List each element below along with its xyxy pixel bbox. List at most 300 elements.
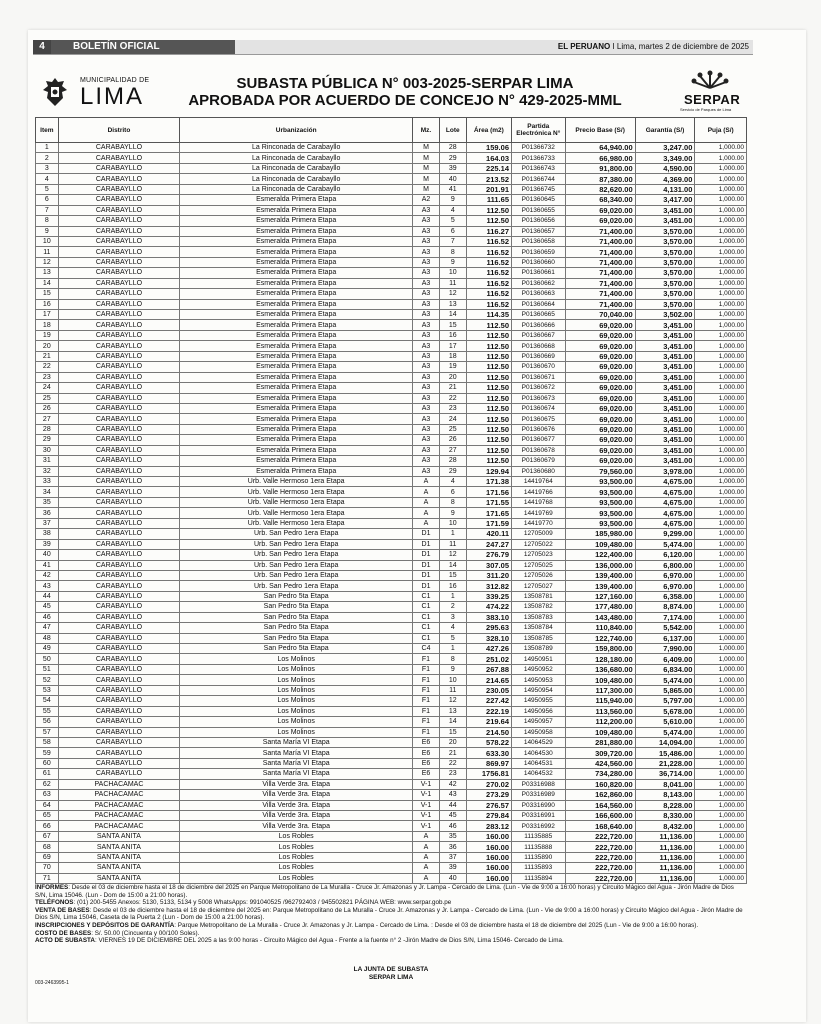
cell-lote: 36: [439, 842, 466, 852]
cell-mz: F1: [413, 675, 440, 685]
lima-crest-icon: [40, 76, 70, 108]
cell-urbanizacion: Los Robles: [180, 831, 413, 841]
cell-urbanizacion: Esmeralda Primera Etapa: [180, 278, 413, 288]
cell-precio-base: 82,620.00: [565, 184, 635, 194]
table-row: [36, 769, 747, 779]
cell-item: 5: [36, 184, 59, 194]
cell-urbanizacion: Urb. Valle Hermoso 1era Etapa: [180, 477, 413, 487]
cell-mz: M: [413, 163, 440, 173]
cell-garantia: 5,865.00: [635, 685, 695, 695]
cell-area: 273.29: [466, 790, 511, 800]
cell-puja: 1,000.00: [695, 623, 747, 633]
table-row: [36, 216, 747, 226]
table-row: [36, 790, 747, 800]
cell-mz: A3: [413, 216, 440, 226]
cell-area: 578.22: [466, 737, 511, 747]
cell-lote: 46: [439, 821, 466, 831]
table-row: [36, 518, 747, 528]
cell-partida: 13508785: [512, 633, 566, 643]
cell-mz: F1: [413, 664, 440, 674]
cell-distrito: CARABAYLLO: [58, 351, 180, 361]
cell-area: 311.20: [466, 570, 511, 580]
cell-puja: 1,000.00: [695, 790, 747, 800]
cell-puja: 1,000.00: [695, 226, 747, 236]
cell-distrito: CARABAYLLO: [58, 247, 180, 257]
cell-partida: P01360664: [512, 299, 566, 309]
cell-precio-base: 71,400.00: [565, 247, 635, 257]
cell-mz: F1: [413, 706, 440, 716]
cell-lote: 6: [439, 226, 466, 236]
cell-lote: 22: [439, 758, 466, 768]
cell-garantia: 3,978.00: [635, 466, 695, 476]
cell-item: 56: [36, 717, 59, 727]
cell-puja: 1,000.00: [695, 143, 747, 153]
cell-area: 112.50: [466, 362, 511, 372]
cell-lote: 37: [439, 852, 466, 862]
cell-precio-base: 69,020.00: [565, 456, 635, 466]
cell-urbanizacion: San Pedro 5ta Etapa: [180, 591, 413, 601]
table-row: [36, 560, 747, 570]
cell-distrito: CARABAYLLO: [58, 278, 180, 288]
note-text: : S/. 50.00 (Cincuenta y 00/100 Soles).: [91, 929, 200, 937]
cell-urbanizacion: Los Molinos: [180, 664, 413, 674]
cell-urbanizacion: Urb. Valle Hermoso 1era Etapa: [180, 518, 413, 528]
cell-area: 171.59: [466, 518, 511, 528]
cell-puja: 1,000.00: [695, 717, 747, 727]
cell-distrito: CARABAYLLO: [58, 602, 180, 612]
cell-urbanizacion: Los Molinos: [180, 675, 413, 685]
cell-precio-base: 117,300.00: [565, 685, 635, 695]
cell-urbanizacion: Urb. Valle Hermoso 1era Etapa: [180, 497, 413, 507]
cell-item: 24: [36, 383, 59, 393]
cell-urbanizacion: Esmeralda Primera Etapa: [180, 424, 413, 434]
cell-item: 19: [36, 330, 59, 340]
cell-puja: 1,000.00: [695, 216, 747, 226]
cell-lote: 10: [439, 675, 466, 685]
cell-precio-base: 79,560.00: [565, 466, 635, 476]
table-row: [36, 602, 747, 612]
cell-mz: A3: [413, 424, 440, 434]
cell-precio-base: 87,380.00: [565, 174, 635, 184]
cell-distrito: PACHACAMAC: [58, 779, 180, 789]
cell-urbanizacion: Esmeralda Primera Etapa: [180, 236, 413, 246]
col-header-partida: Partida Electrónica N°: [512, 118, 566, 143]
cell-puja: 1,000.00: [695, 863, 747, 873]
cell-distrito: CARABAYLLO: [58, 539, 180, 549]
cell-urbanizacion: Esmeralda Primera Etapa: [180, 195, 413, 205]
cell-distrito: CARABAYLLO: [58, 717, 180, 727]
cell-area: 276.79: [466, 550, 511, 560]
cell-garantia: 3,451.00: [635, 383, 695, 393]
cell-precio-base: 71,400.00: [565, 278, 635, 288]
cell-garantia: 5,678.00: [635, 706, 695, 716]
cell-area: 116.52: [466, 268, 511, 278]
cell-partida: P01360659: [512, 247, 566, 257]
cell-item: 25: [36, 393, 59, 403]
cell-precio-base: 115,940.00: [565, 696, 635, 706]
cell-urbanizacion: Santa María VI Etapa: [180, 769, 413, 779]
cell-lote: 14: [439, 310, 466, 320]
table-row: [36, 435, 747, 445]
cell-lote: 15: [439, 320, 466, 330]
cell-mz: A3: [413, 257, 440, 267]
cell-lote: 2: [439, 602, 466, 612]
cell-mz: F1: [413, 685, 440, 695]
cell-distrito: SANTA ANITA: [58, 852, 180, 862]
cell-item: 27: [36, 414, 59, 424]
cell-lote: 14: [439, 560, 466, 570]
cell-lote: 21: [439, 748, 466, 758]
cell-item: 70: [36, 863, 59, 873]
table-row: [36, 737, 747, 747]
cell-distrito: CARABAYLLO: [58, 299, 180, 309]
cell-partida: 11135888: [512, 842, 566, 852]
col-header-item: Item: [36, 118, 59, 143]
cell-partida: P01360658: [512, 236, 566, 246]
table-row: [36, 341, 747, 351]
cell-mz: A3: [413, 372, 440, 382]
cell-urbanizacion: La Rinconada de Carabayllo: [180, 153, 413, 163]
cell-lote: 43: [439, 790, 466, 800]
cell-lote: 7: [439, 236, 466, 246]
cell-urbanizacion: Esmeralda Primera Etapa: [180, 393, 413, 403]
cell-item: 22: [36, 362, 59, 372]
cell-garantia: 3,451.00: [635, 362, 695, 372]
table-row: [36, 800, 747, 810]
cell-lote: 6: [439, 487, 466, 497]
cell-puja: 1,000.00: [695, 664, 747, 674]
cell-precio-base: 69,020.00: [565, 362, 635, 372]
cell-area: 112.50: [466, 205, 511, 215]
cell-mz: A3: [413, 435, 440, 445]
cell-mz: D1: [413, 570, 440, 580]
note-acto: [35, 937, 747, 945]
cell-precio-base: 162,860.00: [565, 790, 635, 800]
cell-urbanizacion: San Pedro 5ta Etapa: [180, 623, 413, 633]
cell-partida: P01360678: [512, 445, 566, 455]
cell-puja: 1,000.00: [695, 205, 747, 215]
cell-puja: 1,000.00: [695, 873, 747, 883]
cell-garantia: 4,675.00: [635, 508, 695, 518]
cell-item: 23: [36, 372, 59, 382]
cell-item: 31: [36, 456, 59, 466]
note-label: INFORMES: [35, 884, 69, 891]
cell-lote: 10: [439, 518, 466, 528]
cell-area: 112.50: [466, 372, 511, 382]
cell-item: 44: [36, 591, 59, 601]
col-header-distrito: Distrito: [58, 118, 180, 143]
cell-area: 116.52: [466, 278, 511, 288]
cell-partida: 11135894: [512, 873, 566, 883]
cell-mz: A: [413, 518, 440, 528]
cell-urbanizacion: Santa María VI Etapa: [180, 748, 413, 758]
cell-mz: E6: [413, 758, 440, 768]
cell-distrito: CARABAYLLO: [58, 163, 180, 173]
cell-lote: 23: [439, 769, 466, 779]
cell-precio-base: 71,400.00: [565, 226, 635, 236]
cell-mz: A3: [413, 362, 440, 372]
table-row: [36, 758, 747, 768]
cell-mz: F1: [413, 696, 440, 706]
cell-urbanizacion: Esmeralda Primera Etapa: [180, 205, 413, 215]
table-row: [36, 403, 747, 413]
table-row: [36, 456, 747, 466]
serpar-logo: [676, 68, 746, 114]
cell-precio-base: 127,160.00: [565, 591, 635, 601]
cell-area: 116.52: [466, 299, 511, 309]
col-header-urbanizacion: Urbanización: [180, 118, 413, 143]
table-row: [36, 873, 747, 883]
cell-lote: 39: [439, 863, 466, 873]
cell-precio-base: 139,400.00: [565, 581, 635, 591]
cell-lote: 5: [439, 216, 466, 226]
cell-distrito: CARABAYLLO: [58, 591, 180, 601]
cell-precio-base: 424,560.00: [565, 758, 635, 768]
cell-puja: 1,000.00: [695, 560, 747, 570]
cell-urbanizacion: Esmeralda Primera Etapa: [180, 372, 413, 382]
cell-mz: V-1: [413, 779, 440, 789]
note-venta-bases: [35, 907, 747, 922]
cell-lote: 17: [439, 341, 466, 351]
cell-puja: 1,000.00: [695, 362, 747, 372]
cell-urbanizacion: Los Molinos: [180, 706, 413, 716]
cell-garantia: 11,136.00: [635, 873, 695, 883]
cell-area: 116.52: [466, 257, 511, 267]
cell-precio-base: 177,480.00: [565, 602, 635, 612]
cell-mz: A3: [413, 383, 440, 393]
cell-partida: 14950954: [512, 685, 566, 695]
cell-mz: A3: [413, 289, 440, 299]
table-row: [36, 143, 747, 153]
cell-precio-base: 128,180.00: [565, 654, 635, 664]
cell-urbanizacion: Esmeralda Primera Etapa: [180, 351, 413, 361]
cell-precio-base: 136,680.00: [565, 664, 635, 674]
table-row: [36, 351, 747, 361]
cell-precio-base: 64,940.00: [565, 143, 635, 153]
cell-mz: V-1: [413, 790, 440, 800]
cell-item: 68: [36, 842, 59, 852]
cell-mz: A3: [413, 205, 440, 215]
cell-mz: A: [413, 852, 440, 862]
cell-lote: 40: [439, 873, 466, 883]
cell-lote: 41: [439, 184, 466, 194]
table-row: [36, 779, 747, 789]
cell-distrito: CARABAYLLO: [58, 268, 180, 278]
cell-puja: 1,000.00: [695, 403, 747, 413]
cell-item: 20: [36, 341, 59, 351]
cell-precio-base: 69,020.00: [565, 351, 635, 361]
cell-partida: 12705026: [512, 570, 566, 580]
cell-puja: 1,000.00: [695, 654, 747, 664]
cell-garantia: 3,417.00: [635, 195, 695, 205]
cell-mz: A3: [413, 403, 440, 413]
cell-partida: P01360679: [512, 456, 566, 466]
cell-puja: 1,000.00: [695, 769, 747, 779]
cell-distrito: CARABAYLLO: [58, 758, 180, 768]
cell-distrito: CARABAYLLO: [58, 310, 180, 320]
cell-item: 4: [36, 174, 59, 184]
cell-item: 33: [36, 477, 59, 487]
cell-item: 11: [36, 247, 59, 257]
cell-item: 12: [36, 257, 59, 267]
cell-lote: 27: [439, 445, 466, 455]
cell-item: 53: [36, 685, 59, 695]
cell-item: 71: [36, 873, 59, 883]
cell-area: 427.26: [466, 644, 511, 654]
cell-precio-base: 69,020.00: [565, 341, 635, 351]
cell-precio-base: 69,020.00: [565, 383, 635, 393]
cell-distrito: PACHACAMAC: [58, 811, 180, 821]
cell-partida: 12705025: [512, 560, 566, 570]
serpar-leaves-icon: [690, 68, 730, 90]
cell-item: 65: [36, 811, 59, 821]
table-row: [36, 529, 747, 539]
cell-distrito: SANTA ANITA: [58, 831, 180, 841]
table-row: [36, 623, 747, 633]
cell-puja: 1,000.00: [695, 570, 747, 580]
cell-garantia: 5,474.00: [635, 727, 695, 737]
table-row: [36, 372, 747, 382]
cell-lote: 28: [439, 456, 466, 466]
cell-puja: 1,000.00: [695, 550, 747, 560]
cell-item: 38: [36, 529, 59, 539]
table-row: [36, 205, 747, 215]
cell-precio-base: 143,480.00: [565, 612, 635, 622]
cell-garantia: 4,590.00: [635, 163, 695, 173]
cell-partida: 12705027: [512, 581, 566, 591]
cell-mz: A2: [413, 195, 440, 205]
cell-item: 62: [36, 779, 59, 789]
cell-precio-base: 160,820.00: [565, 779, 635, 789]
note-text: : (01) 200-5455 Anexos: 5130, 5133, 5134 y 5008 WhatsApps: 991040525 /962792403 / 945502821 PÁGINA WEB: www.serpar.gob.pe: [73, 899, 452, 907]
cell-item: 58: [36, 737, 59, 747]
cell-partida: 14064531: [512, 758, 566, 768]
cell-precio-base: 66,980.00: [565, 153, 635, 163]
cell-distrito: CARABAYLLO: [58, 205, 180, 215]
cell-precio-base: 70,040.00: [565, 310, 635, 320]
cell-distrito: CARABAYLLO: [58, 435, 180, 445]
cell-distrito: CARABAYLLO: [58, 257, 180, 267]
cell-mz: A3: [413, 299, 440, 309]
cell-puja: 1,000.00: [695, 278, 747, 288]
cell-partida: P03316992: [512, 821, 566, 831]
cell-garantia: 9,299.00: [635, 529, 695, 539]
cell-lote: 40: [439, 174, 466, 184]
lima-wordmark: LIMA: [80, 83, 145, 110]
cell-partida: 14419769: [512, 508, 566, 518]
cell-distrito: CARABAYLLO: [58, 748, 180, 758]
cell-urbanizacion: Urb. San Pedro 1era Etapa: [180, 529, 413, 539]
table-row: [36, 696, 747, 706]
table-row: [36, 852, 747, 862]
cell-mz: V-1: [413, 821, 440, 831]
cell-urbanizacion: San Pedro 5ta Etapa: [180, 602, 413, 612]
cell-puja: 1,000.00: [695, 497, 747, 507]
cell-puja: 1,000.00: [695, 477, 747, 487]
cell-partida: 11135885: [512, 831, 566, 841]
serpar-tagline: Servicio de Parques de Lima: [680, 107, 732, 112]
auction-title: SUBASTA PÚBLICA N° 003-2025-SERPAR LIMA: [236, 75, 574, 92]
cell-distrito: CARABAYLLO: [58, 143, 180, 153]
cell-puja: 1,000.00: [695, 383, 747, 393]
cell-partida: P01360675: [512, 414, 566, 424]
cell-mz: D1: [413, 581, 440, 591]
publication-code: 003-2463995-1: [35, 980, 69, 986]
table-row: [36, 247, 747, 257]
cell-urbanizacion: Urb. Valle Hermoso 1era Etapa: [180, 508, 413, 518]
table-row: [36, 153, 747, 163]
cell-lote: 8: [439, 654, 466, 664]
cell-garantia: 6,409.00: [635, 654, 695, 664]
cell-lote: 4: [439, 477, 466, 487]
cell-urbanizacion: Villa Verde 3ra. Etapa: [180, 790, 413, 800]
cell-lote: 4: [439, 623, 466, 633]
cell-mz: A: [413, 842, 440, 852]
cell-urbanizacion: La Rinconada de Carabayllo: [180, 184, 413, 194]
cell-puja: 1,000.00: [695, 539, 747, 549]
cell-garantia: 5,797.00: [635, 696, 695, 706]
cell-distrito: CARABAYLLO: [58, 737, 180, 747]
cell-mz: A3: [413, 456, 440, 466]
cell-puja: 1,000.00: [695, 518, 747, 528]
cell-lote: 15: [439, 570, 466, 580]
cell-distrito: CARABAYLLO: [58, 570, 180, 580]
cell-mz: A3: [413, 320, 440, 330]
cell-lote: 8: [439, 247, 466, 257]
cell-item: 55: [36, 706, 59, 716]
cell-lote: 22: [439, 393, 466, 403]
cell-garantia: 3,451.00: [635, 424, 695, 434]
table-row: [36, 539, 747, 549]
cell-partida: 14419768: [512, 497, 566, 507]
cell-area: 116.52: [466, 289, 511, 299]
table-row: [36, 842, 747, 852]
cell-area: 214.50: [466, 727, 511, 737]
cell-partida: P01360657: [512, 226, 566, 236]
cell-puja: 1,000.00: [695, 779, 747, 789]
cell-mz: A3: [413, 330, 440, 340]
cell-lote: 45: [439, 811, 466, 821]
cell-puja: 1,000.00: [695, 487, 747, 497]
table-row: [36, 163, 747, 173]
cell-urbanizacion: Esmeralda Primera Etapa: [180, 330, 413, 340]
cell-distrito: CARABAYLLO: [58, 529, 180, 539]
cell-precio-base: 113,560.00: [565, 706, 635, 716]
cell-urbanizacion: Esmeralda Primera Etapa: [180, 362, 413, 372]
cell-area: 201.91: [466, 184, 511, 194]
cell-item: 16: [36, 299, 59, 309]
cell-urbanizacion: La Rinconada de Carabayllo: [180, 143, 413, 153]
cell-mz: D1: [413, 529, 440, 539]
cell-area: 164.03: [466, 153, 511, 163]
cell-puja: 1,000.00: [695, 236, 747, 246]
cell-partida: P01366732: [512, 143, 566, 153]
cell-item: 50: [36, 654, 59, 664]
cell-urbanizacion: Esmeralda Primera Etapa: [180, 257, 413, 267]
cell-lote: 16: [439, 581, 466, 591]
cell-garantia: 6,970.00: [635, 570, 695, 580]
table-row: [36, 706, 747, 716]
cell-urbanizacion: San Pedro 5ta Etapa: [180, 644, 413, 654]
cell-urbanizacion: Los Robles: [180, 852, 413, 862]
cell-puja: 1,000.00: [695, 445, 747, 455]
cell-garantia: 11,136.00: [635, 831, 695, 841]
cell-puja: 1,000.00: [695, 696, 747, 706]
table-row: [36, 591, 747, 601]
cell-urbanizacion: Urb. San Pedro 1era Etapa: [180, 539, 413, 549]
cell-garantia: 3,570.00: [635, 226, 695, 236]
cell-precio-base: 69,020.00: [565, 330, 635, 340]
